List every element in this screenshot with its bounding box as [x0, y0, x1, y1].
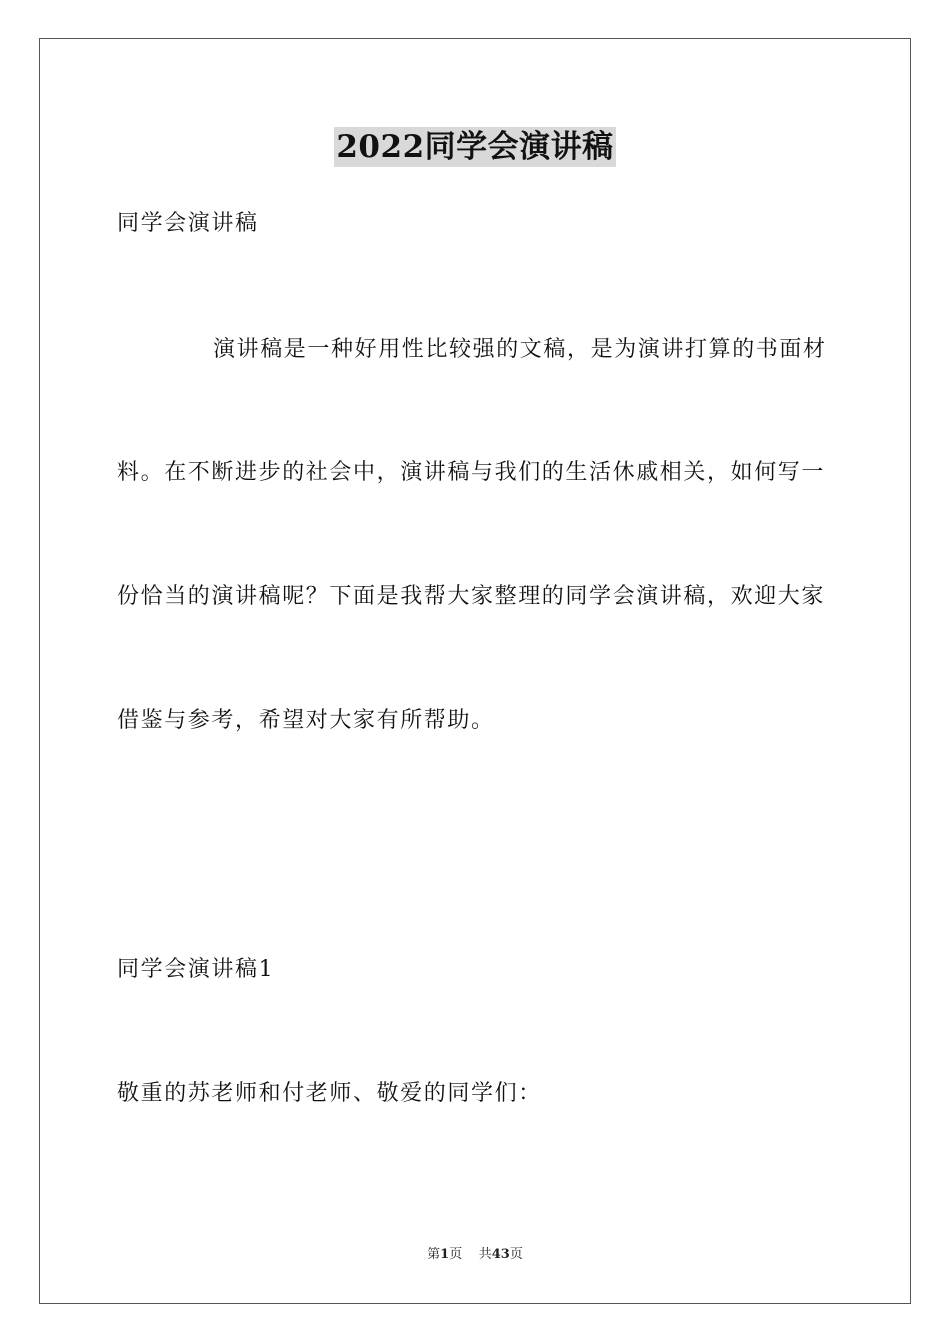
- salutation: 敬重的苏老师和付老师、敬爱的同学们：: [117, 1081, 542, 1106]
- page-suffix: 页: [449, 1247, 463, 1262]
- total-pages: 43: [491, 1247, 510, 1262]
- section-heading: 同学会演讲稿1: [117, 957, 275, 982]
- document-title: 2022同学会演讲稿: [336, 129, 614, 165]
- intro-line-1: 演讲稿是一种好用性比较强的文稿，是为演讲打算的书面材: [213, 337, 827, 362]
- page-prefix: 第: [427, 1247, 441, 1262]
- total-suffix: 页: [509, 1247, 523, 1262]
- page-number: 1: [440, 1247, 450, 1262]
- intro-line-3: 份恰当的演讲稿呢？下面是我帮大家整理的同学会演讲稿，欢迎大家: [117, 584, 826, 609]
- intro-line-4: 借鉴与参考，希望对大家有所帮助。: [117, 708, 495, 733]
- document-subtitle: 同学会演讲稿: [117, 211, 259, 236]
- page-footer: [0, 1246, 950, 1264]
- total-prefix: 共: [478, 1247, 492, 1262]
- intro-line-2: 料。在不断进步的社会中，演讲稿与我们的生活休戚相关，如何写一: [117, 460, 826, 485]
- title-container: [0, 127, 950, 167]
